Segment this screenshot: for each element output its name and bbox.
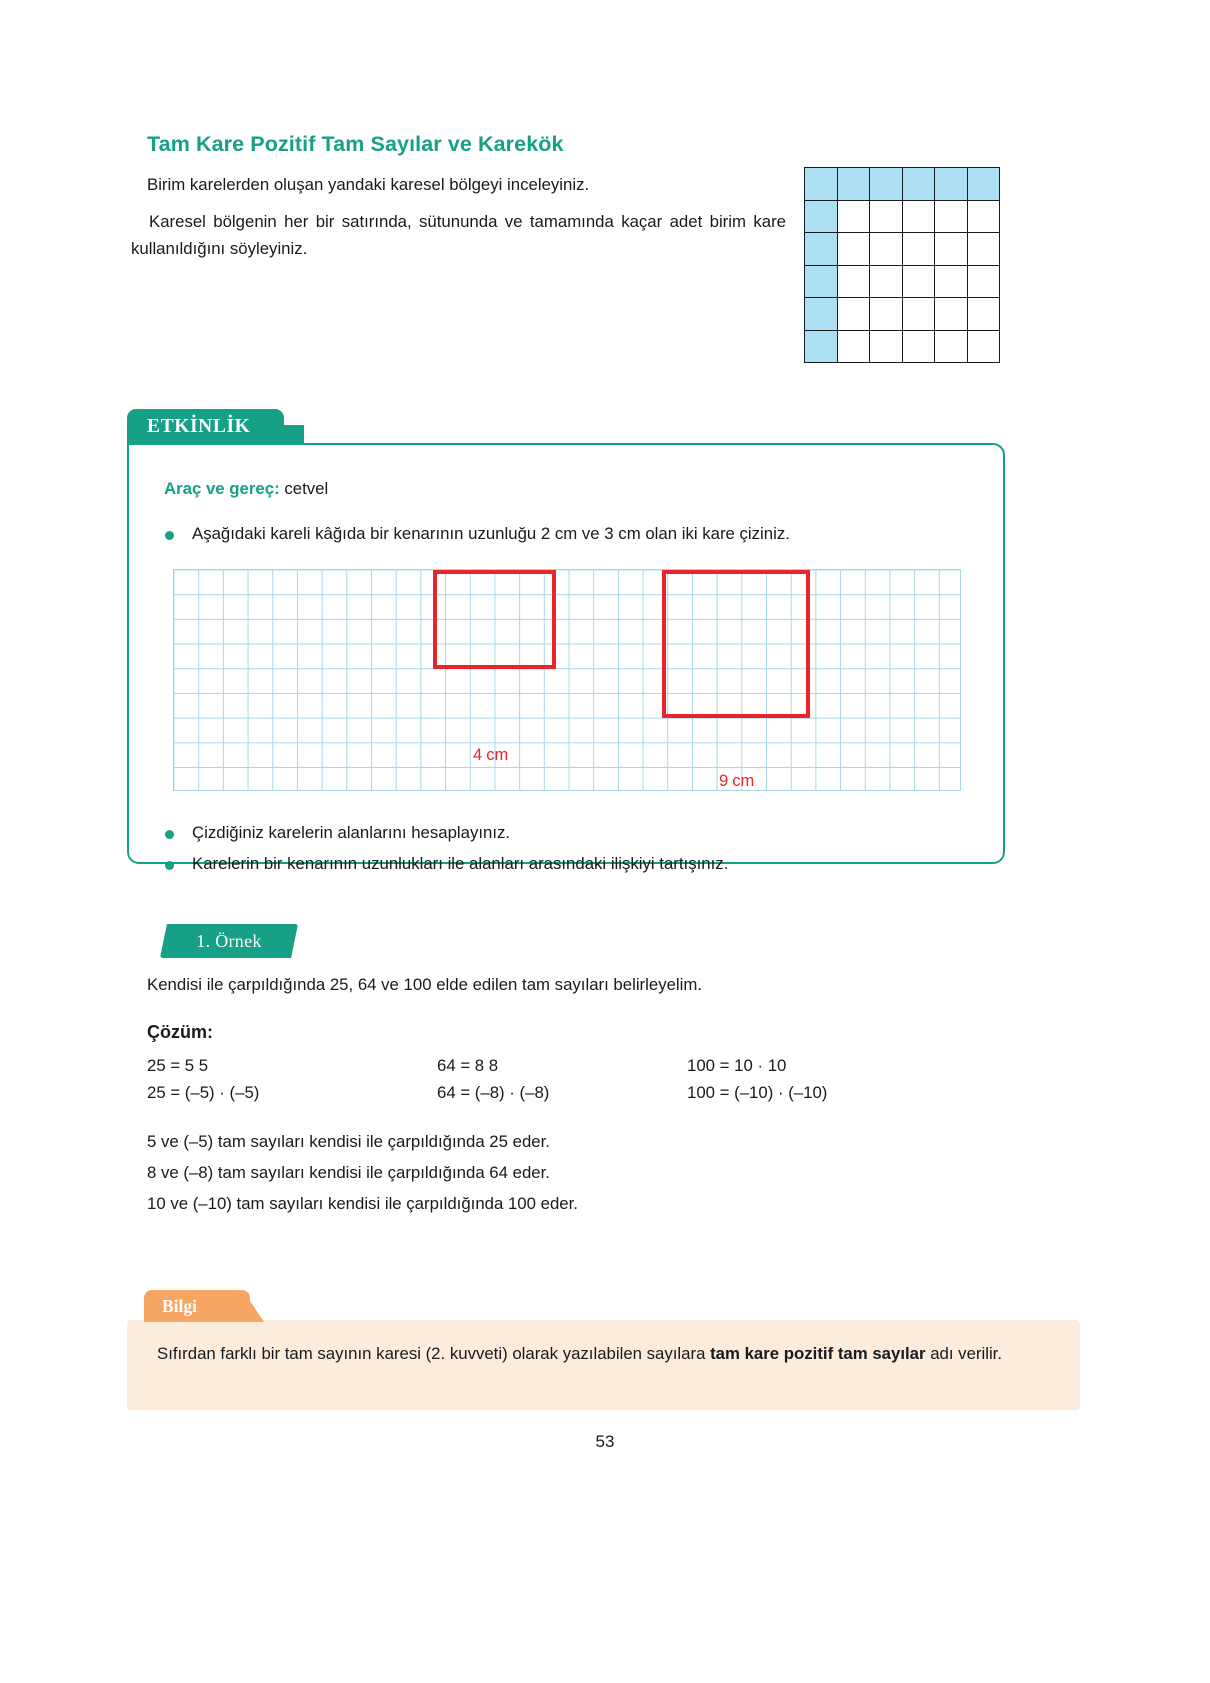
label-large-square-area (719, 772, 754, 791)
bullet-dot-icon (165, 531, 174, 540)
label-large-square-number: 9 (719, 772, 729, 790)
label-small-square-unit: cm (486, 746, 509, 764)
info-box (127, 1290, 1080, 1410)
equation-grid (147, 1056, 887, 1110)
grid-cell-r0-c4 (935, 168, 968, 201)
equation-cell: 25 = (–5) · (–5) (147, 1083, 260, 1102)
grid-cell-r1-c5 (968, 201, 1001, 234)
label-large-square-unit: cm (732, 772, 755, 790)
grid-cell-r1-c3 (903, 201, 936, 234)
unit-square-grid-figure (804, 167, 1000, 363)
grid-cell-r1-c0 (805, 201, 838, 234)
intro-paragraph-1: Birim karelerden oluşan yandaki karesel bölgeyi inceleyiniz. (147, 175, 590, 194)
grid-cell-r5-c4 (935, 331, 968, 364)
info-text-part2: adı verilir. (925, 1344, 1003, 1363)
activity-tab (127, 409, 284, 445)
tab-corner-decoration (284, 425, 304, 445)
grid-cell-r2-c1 (838, 233, 871, 266)
info-text-bold: tam kare pozitif tam sayılar (710, 1344, 926, 1363)
conclusions-list (147, 1132, 578, 1225)
equation-cell: 64 = (–8) · (–8) (437, 1083, 550, 1102)
example-tab-label: 1. Örnek (196, 930, 262, 951)
info-text-part1: Sıfırdan farklı bir tam sayının karesi (2. kuvveti) olarak yazılabilen sayılara (157, 1344, 711, 1363)
info-text (137, 1340, 1056, 1367)
grid-cell-r4-c1 (838, 298, 871, 331)
equation-cell: 100 = (–10) · (–10) (687, 1083, 828, 1102)
info-tab (144, 1290, 250, 1322)
activity-bullet-2-text: Çizdiğiniz karelerin alanlarını hesaplayınız. (192, 823, 511, 842)
grid-cell-r4-c3 (903, 298, 936, 331)
info-tab-label: Bilgi (162, 1295, 198, 1316)
grid-cell-r4-c2 (870, 298, 903, 331)
label-small-square-number: 4 (473, 746, 483, 764)
grid-cell-r0-c5 (968, 168, 1001, 201)
graph-paper-figure (173, 569, 961, 791)
materials-line (164, 479, 328, 499)
grid-cell-r5-c2 (870, 331, 903, 364)
grid-cell-r1-c1 (838, 201, 871, 234)
activity-bullet-3 (165, 854, 728, 874)
conclusion-item: 5 ve (–5) tam sayıları kendisi ile çarpıldığında 25 eder. (147, 1132, 550, 1151)
activity-bullet-3-text: Karelerin bir kenarının uzunlukları ile alanları arasındaki ilişkiyi tartışınız. (192, 854, 729, 873)
grid-cell-r5-c5 (968, 331, 1001, 364)
page-title: Tam Kare Pozitif Tam Sayılar ve Karekök (147, 132, 564, 156)
grid-cell-r1-c2 (870, 201, 903, 234)
conclusion-item: 8 ve (–8) tam sayıları kendisi ile çarpıldığında 64 eder. (147, 1163, 550, 1182)
red-square-small (433, 570, 556, 669)
grid-cell-r2-c5 (968, 233, 1001, 266)
grid-cell-r3-c0 (805, 266, 838, 299)
solution-label: Çözüm: (147, 1022, 213, 1042)
materials-value: cetvel (284, 479, 329, 498)
red-square-large (662, 570, 810, 718)
info-body (127, 1320, 1080, 1410)
label-small-square-area (473, 746, 508, 765)
grid-cell-r3-c3 (903, 266, 936, 299)
activity-box (127, 409, 1005, 873)
grid-cell-r2-c0 (805, 233, 838, 266)
activity-bullet-1 (165, 524, 790, 544)
activity-tab-label: ETKİNLİK (147, 416, 251, 437)
materials-label: Araç ve gereç: (164, 479, 280, 498)
activity-body (127, 443, 1005, 873)
grid-cell-r3-c2 (870, 266, 903, 299)
grid-cell-r4-c0 (805, 298, 838, 331)
grid-cell-r3-c1 (838, 266, 871, 299)
grid-cell-r3-c4 (935, 266, 968, 299)
equation-row (147, 1083, 887, 1103)
grid-cell-r4-c4 (935, 298, 968, 331)
grid-cell-r2-c2 (870, 233, 903, 266)
grid-cell-r0-c0 (805, 168, 838, 201)
equation-cell: 64 = 8 8 (437, 1056, 499, 1075)
grid-cell-r2-c4 (935, 233, 968, 266)
equation-cell: 25 = 5 5 (147, 1056, 209, 1075)
equation-cell: 100 = 10 · 10 (687, 1056, 787, 1075)
grid-cell-r0-c2 (870, 168, 903, 201)
page-number: 53 (595, 1432, 615, 1451)
grid-cell-r1-c4 (935, 201, 968, 234)
grid-cell-r2-c3 (903, 233, 936, 266)
grid-cell-r5-c3 (903, 331, 936, 364)
equation-row (147, 1056, 887, 1076)
conclusion-item: 10 ve (–10) tam sayıları kendisi ile çarpıldığında 100 eder. (147, 1194, 578, 1213)
grid-cell-r5-c0 (805, 331, 838, 364)
grid-cell-r3-c5 (968, 266, 1001, 299)
grid-cell-r5-c1 (838, 331, 871, 364)
example-tab (160, 924, 298, 958)
grid-cell-r4-c5 (968, 298, 1001, 331)
intro-paragraph-2: Karesel bölgenin her bir satırında, sütununda ve tamamında kaçar adet birim kare kullanıldığını söyleyiniz. (131, 212, 786, 259)
bullet-dot-icon (165, 861, 174, 870)
activity-bullet-2 (165, 823, 510, 843)
activity-bullet-1-text: Aşağıdaki kareli kâğıda bir kenarının uzunluğu 2 cm ve 3 cm olan iki kare çiziniz. (192, 524, 790, 543)
example-question: Kendisi ile çarpıldığında 25, 64 ve 100 elde edilen tam sayıları belirleyelim. (147, 975, 703, 994)
bullet-dot-icon (165, 830, 174, 839)
grid-cell-r0-c3 (903, 168, 936, 201)
grid-cell-r0-c1 (838, 168, 871, 201)
